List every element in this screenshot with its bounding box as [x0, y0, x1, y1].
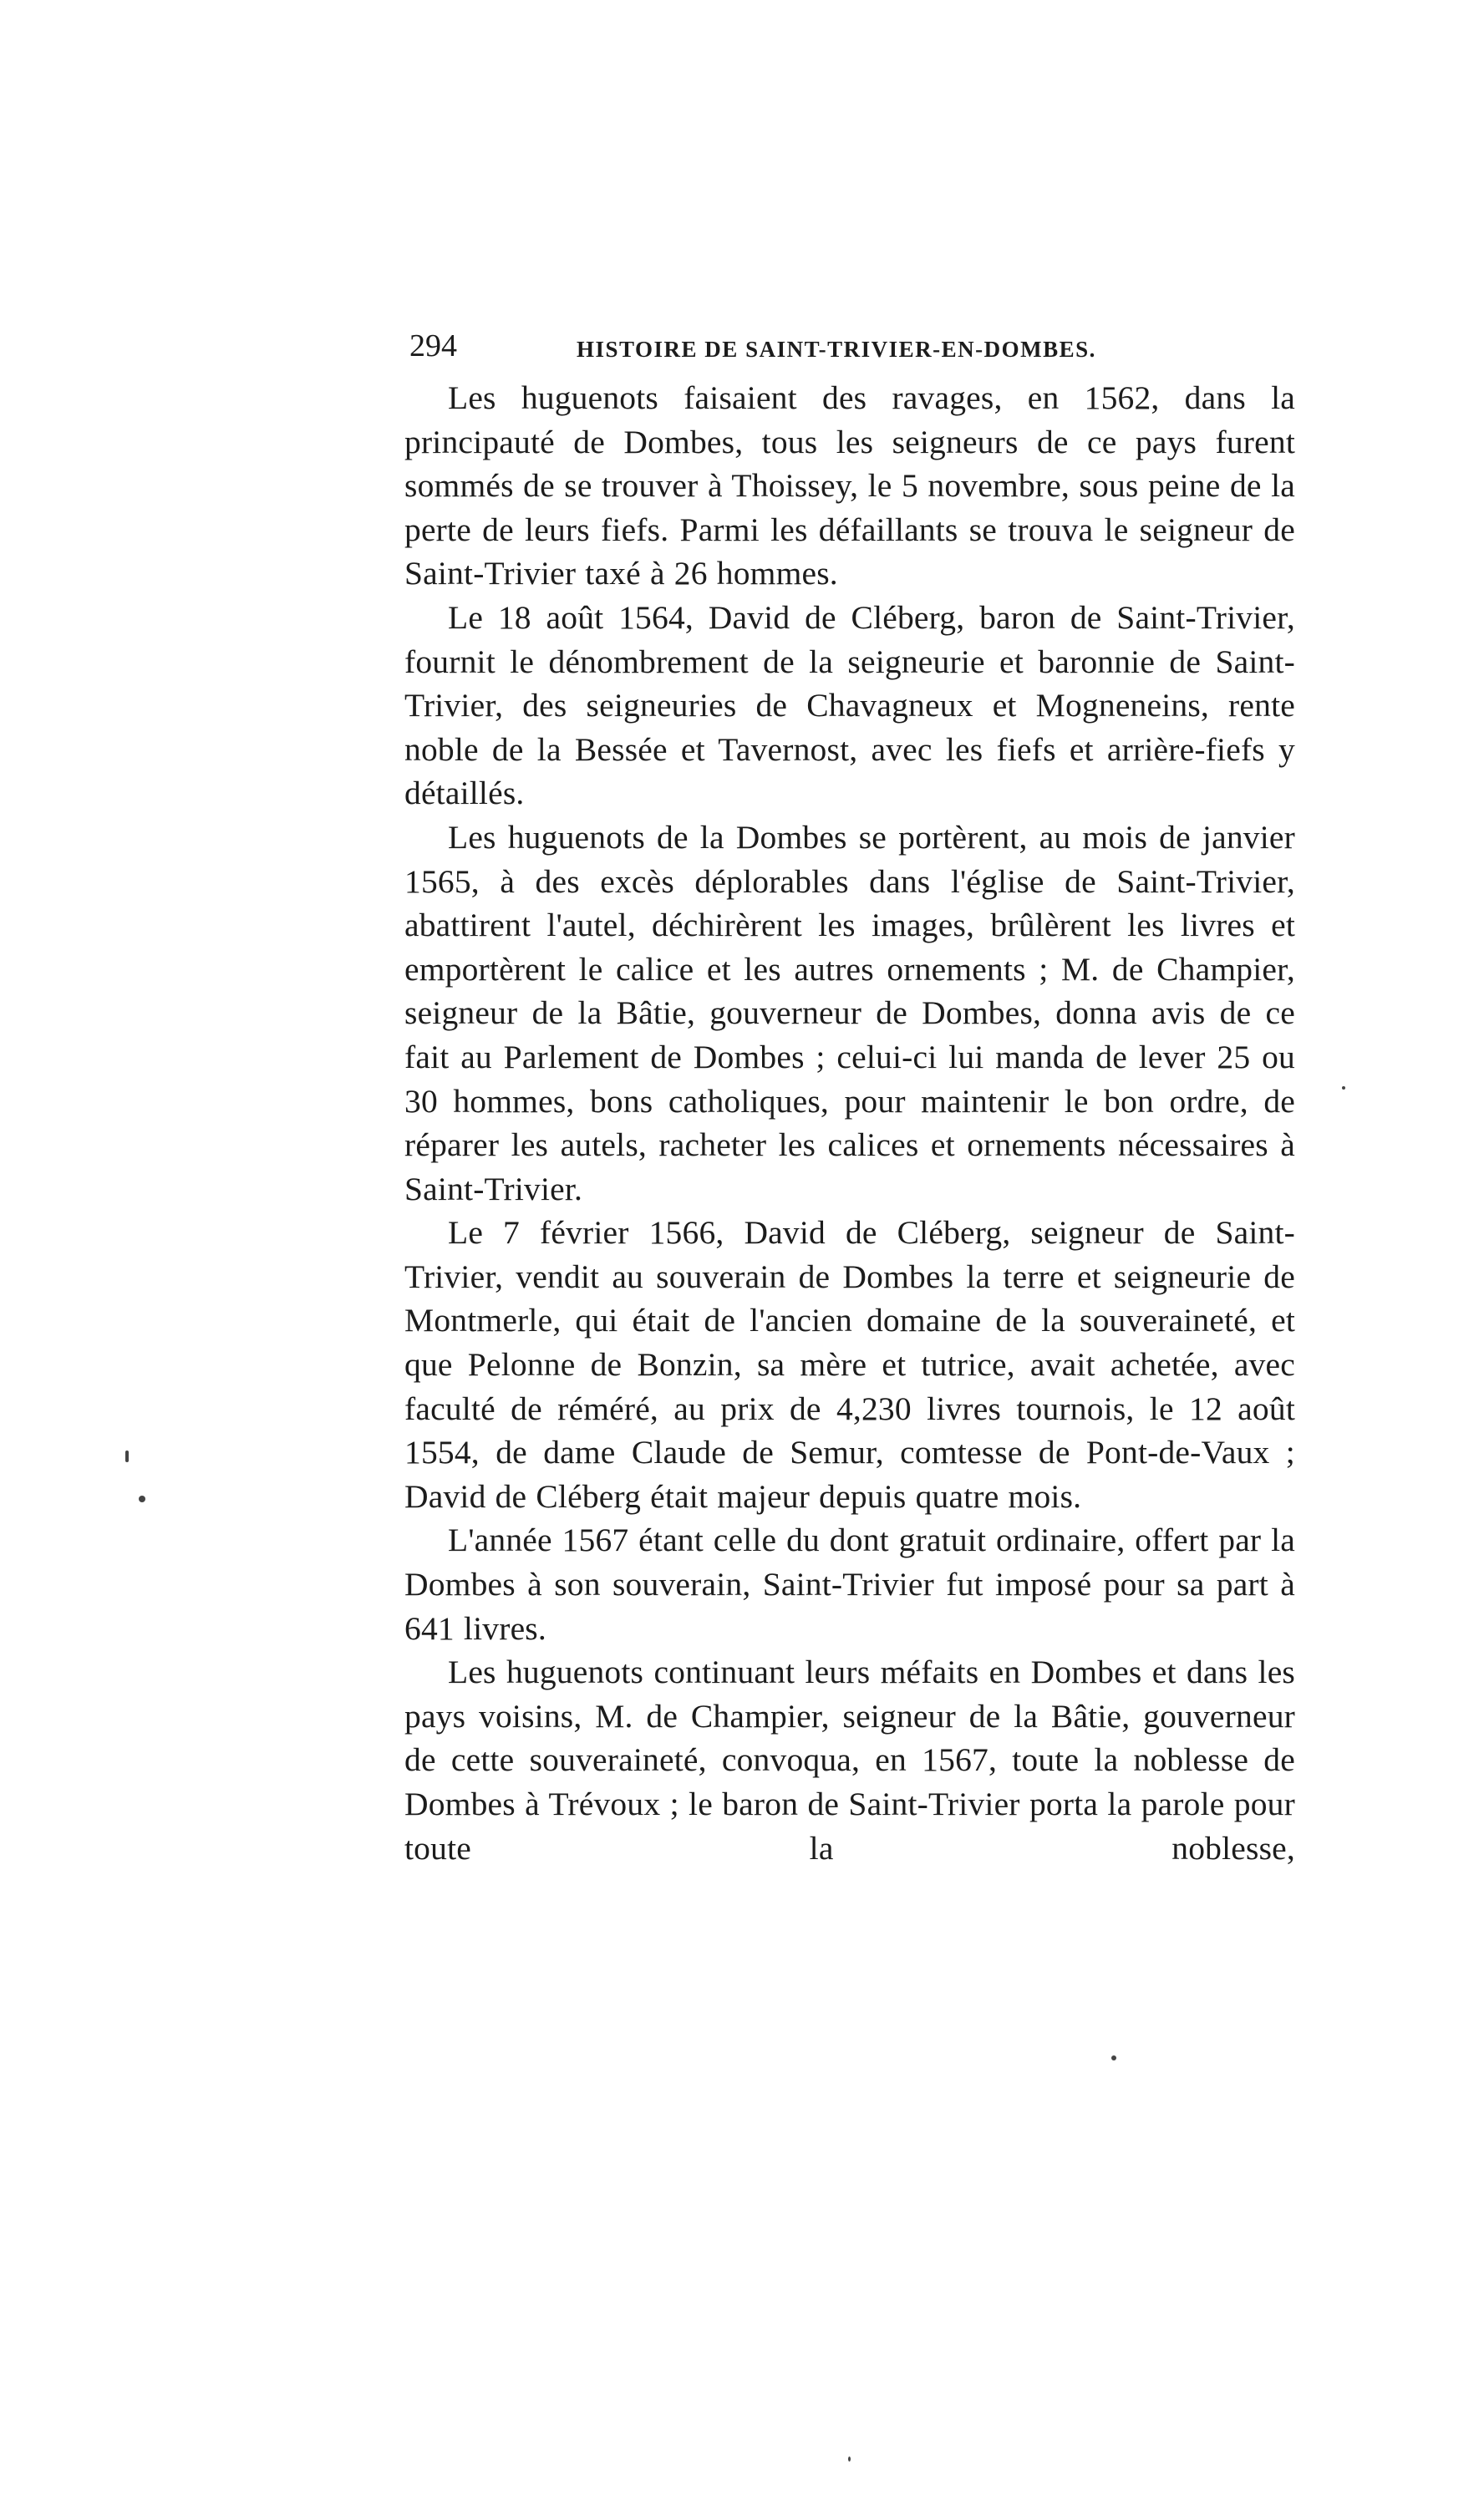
paragraph-denombrement-1564: Le 18 août 1564, David de Cléberg, baron de Saint-Trivier, fournit le dénombrement de la seigneurie et baronnie de Saint-Trivier, des seigneuries de Chavagneux et Mogneneins, rente noble de la Bessée et Tavernost, avec les fiefs et arrière-fiefs y détaillés.	[404, 598, 1295, 812]
paragraph-convocation-1567: Les huguenots continuant leurs méfaits en Dombes et dans les pays voisins, M. de Champier, seigneur de la Bâtie, gouverneur de cette souveraineté, convoqua, en 1567, toute la noblesse de Dombes à Trévoux ; le baron de Saint-Trivier porta la parole pour toute la noblesse,	[404, 1654, 1295, 1867]
paragraph-don-gratuit-1567: L'année 1567 étant celle du dont gratuit ordinaire, offert par la Dombes à son souverain, Saint-Trivier fut imposé pour sa part à 641 livres.	[404, 1522, 1295, 1647]
page-number: 294	[409, 328, 457, 363]
paragraph-exces-1565: Les huguenots de la Dombes se portèrent, au mois de janvier 1565, à des excès déplorables dans l'église de Saint-Trivier, abattirent l'autel, déchirèrent les images, brûlèrent les livres et emportèrent le calice et les autres ornements ; M. de Champier, seigneur de la Bâtie, gouverneur de Dombes, donna avis de ce fait au Parlement de Dombes ; celui-ci lui manda de lever 25 ou 30 hommes, bons catholiques, pour maintenir le bon ordre, de réparer les autels, racheter les calices et ornements nécessaires à Saint-Trivier.	[404, 818, 1295, 1207]
paragraph-vente-1566: Le 7 février 1566, David de Cléberg, seigneur de Saint-Trivier, vendit au souverain de Dombes la terre et seigneurie de Montmerle, qui était de l'ancien domaine de la souveraineté, et que Pelonne de Bonzin, sa mère et tutrice, avait achetée, avec faculté de réméré, au prix de 4,230 livres tournois, le 12 août 1554, de dame Claude de Semur, comtesse de Pont-de-Vaux ; David de Cléberg était majeur depuis quatre mois.	[404, 1214, 1295, 1515]
scan-speck	[848, 2457, 851, 2462]
scan-speck	[1342, 1086, 1345, 1090]
body-text	[404, 376, 1295, 1870]
running-head	[409, 326, 1295, 366]
scan-speck	[125, 1451, 129, 1462]
running-title: HISTOIRE DE SAINT-TRIVIER-EN-DOMBES.	[577, 337, 1096, 362]
scan-speck	[139, 1496, 145, 1502]
paragraph-huguenots-1562: Les huguenots faisaient des ravages, en 1562, dans la principauté de Dombes, tous les seigneurs de ce pays furent sommés de se trouver à Thoissey, le 5 novembre, sous peine de la perte de leurs fiefs. Parmi les défaillants se trouva le seigneur de Saint-Trivier taxé à 26 hommes.	[404, 379, 1295, 592]
scan-speck	[1111, 2055, 1116, 2060]
